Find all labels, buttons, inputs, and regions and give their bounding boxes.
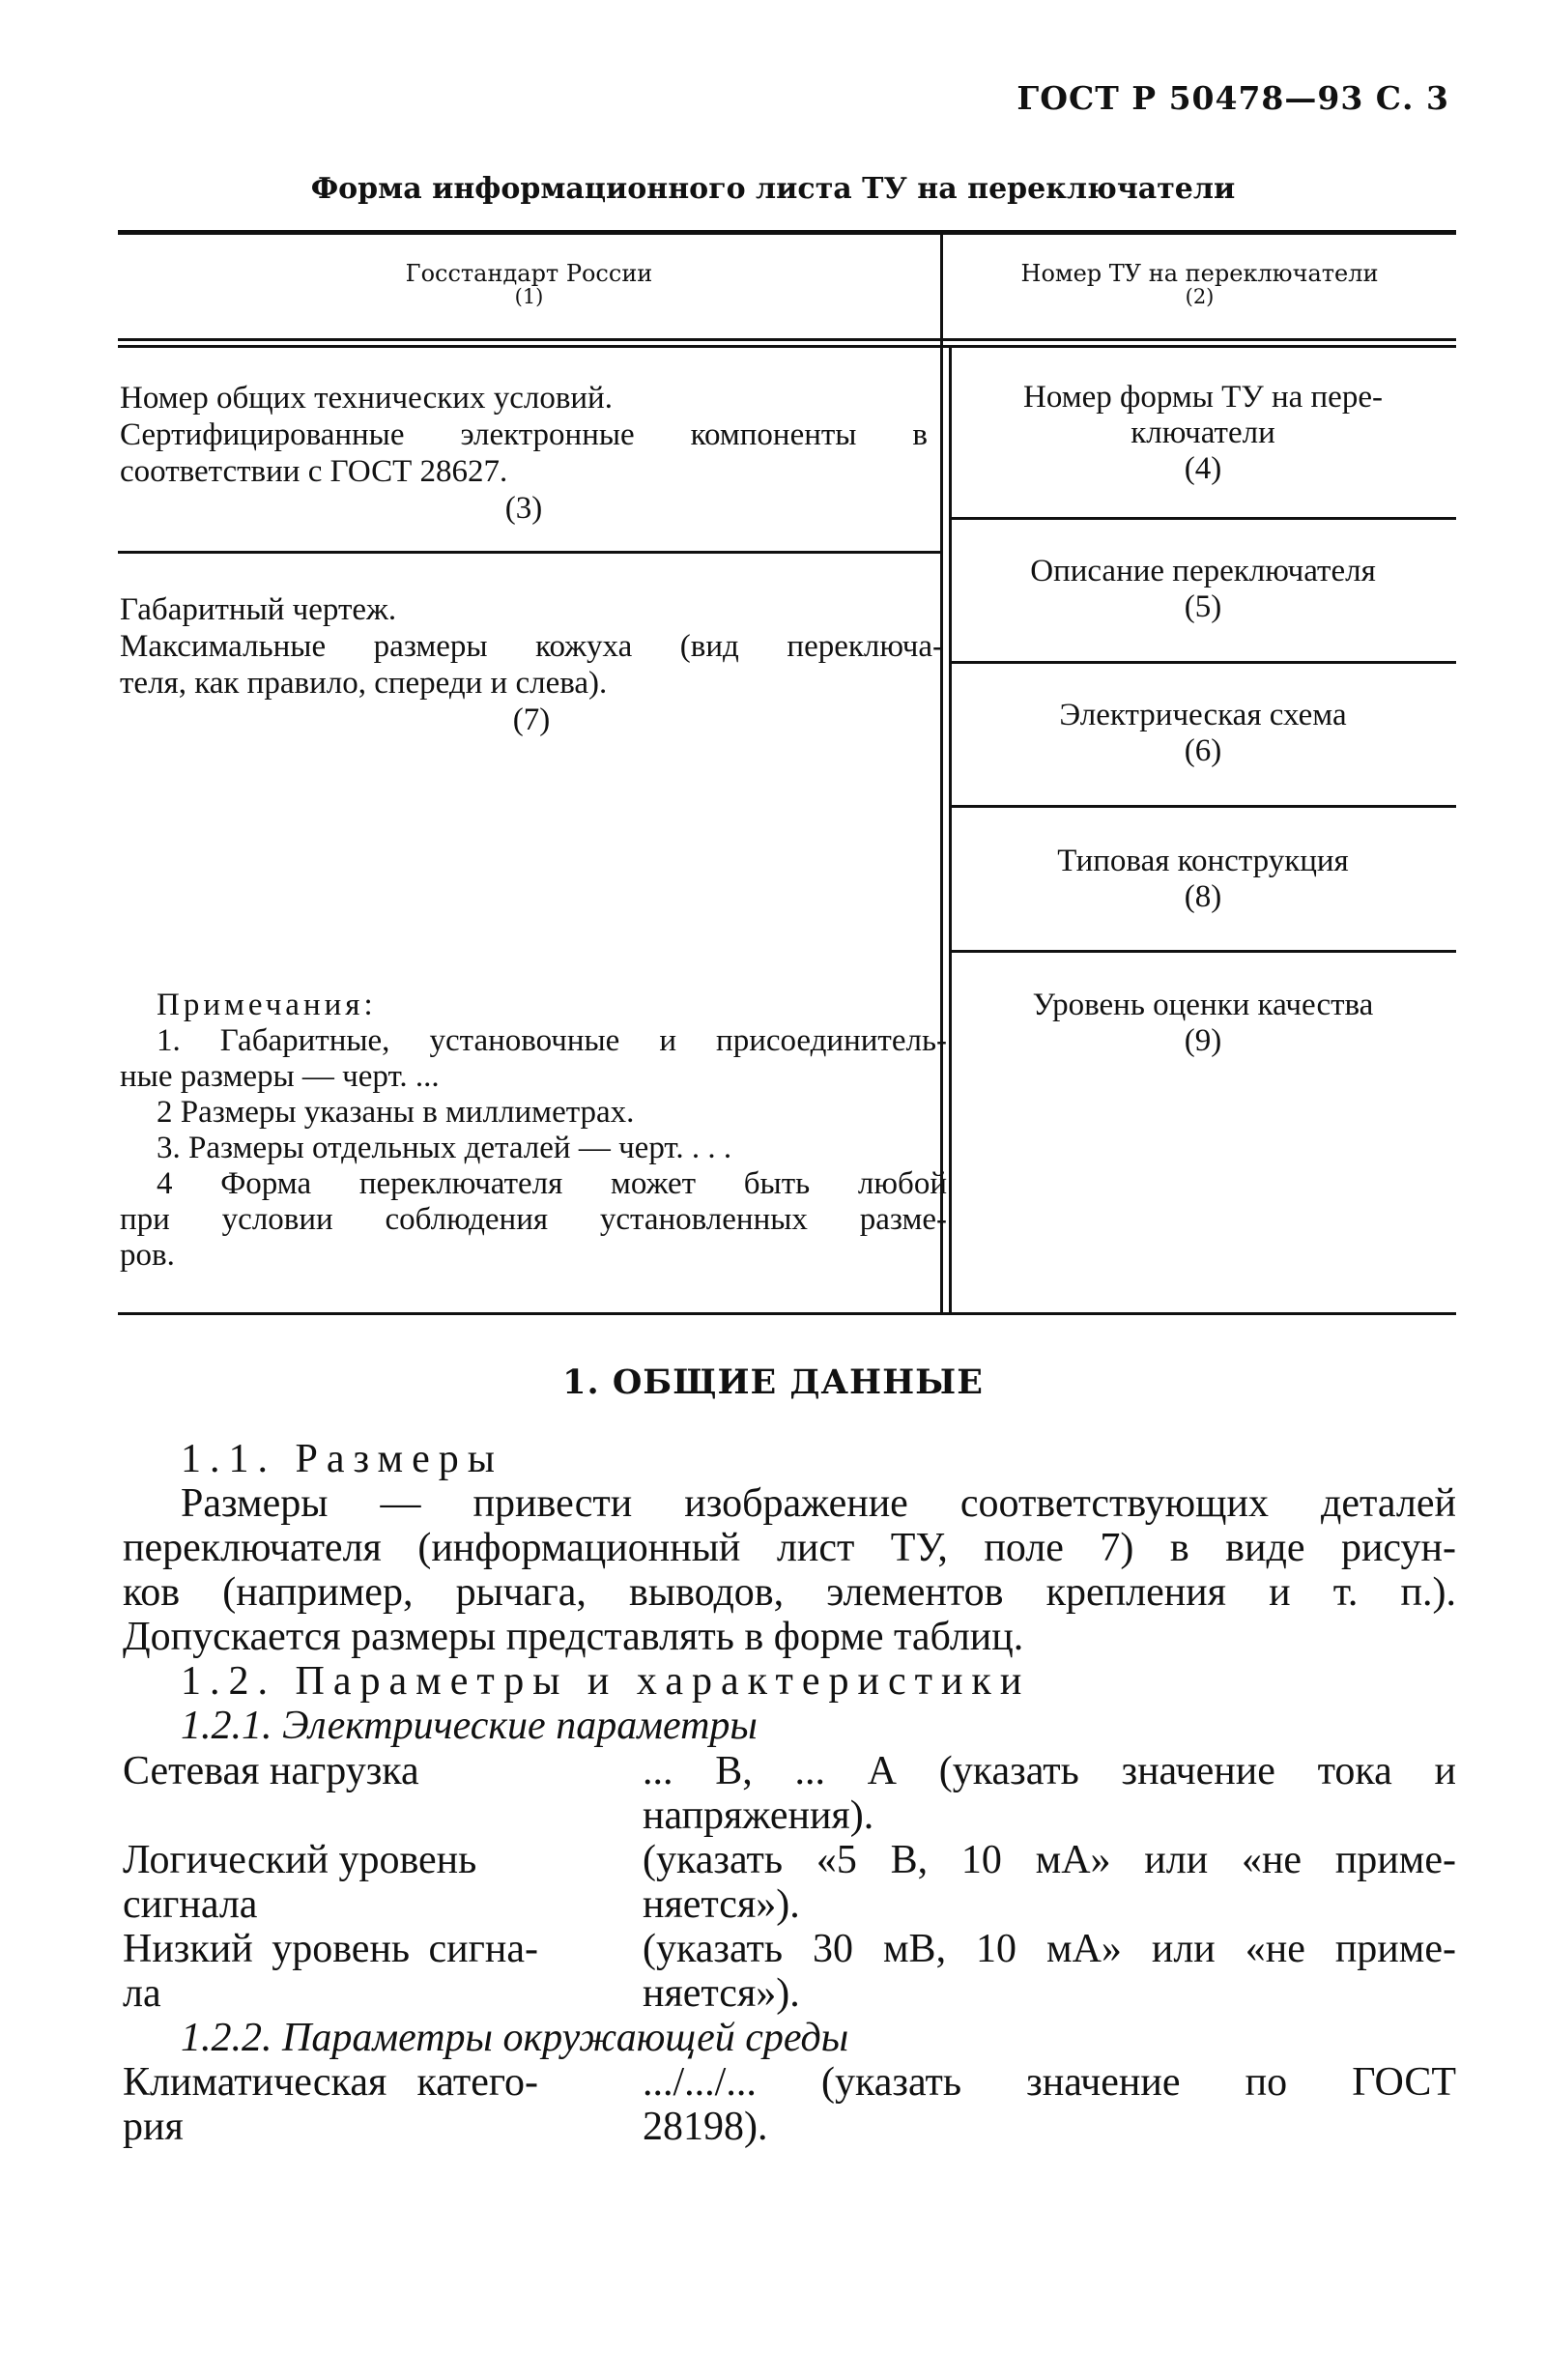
note-4-line1: 4 Форма переключателя может быть любой [157,1166,947,1201]
param-climate-label-line2: рия [123,2105,184,2149]
box4-line2: ключатели [1131,416,1275,450]
param-load-label: Сетевая нагрузка [123,1749,419,1793]
param-low-value [643,1927,1456,2016]
section-title: 1. ОБЩИЕ ДАННЫЕ [562,1362,984,1402]
box5-number: (5) [1184,589,1222,624]
param-load-value-line1: ... В, ... А (указать значение тока и [643,1749,1456,1793]
table-header-rule-2 [118,345,1456,348]
notes-heading: Примечания: [157,988,377,1022]
param-low-label-line1: Низкий уровень сигна- [123,1927,538,1971]
param-logic-value-line1: (указать «5 В, 10 мА» или «не приме- [643,1838,1456,1882]
box-quality-level [952,988,1454,1059]
tu-number-label: Номер ТУ на переключатели [1020,260,1379,287]
param-load-value [643,1749,1456,1838]
issuer-label: Госстандарт России [405,260,653,287]
note-2: 2 Размеры указаны в миллиметрах. [157,1095,635,1130]
section-1-1-line1: Размеры — привести изображение соответствующих деталей [181,1481,1456,1526]
left-box-divider [118,551,941,554]
box-typical-construction [952,844,1454,915]
param-climate-value [643,2060,1456,2149]
table-bottom-rule [118,1312,1456,1315]
right-box-divider-1 [949,517,1456,520]
box-dimension-drawing [120,591,943,738]
box3-line2: Сертифицированные электронные компоненты в [120,417,928,452]
table-header-rule [118,338,1456,341]
param-logic-label [123,1838,538,1927]
section-1-2-2-title: 1.2.2. Параметры окружающей среды [181,2016,849,2060]
box-form-number [952,380,1454,487]
tu-number-index: (2) [1185,285,1215,309]
box3-line1: Номер общих технических условий. [120,381,613,416]
note-4-line2: при условии соблюдения установленных разме- [120,1202,947,1237]
table-header-left [118,261,940,308]
box4-number: (4) [1184,451,1222,486]
box7-line1: Габаритный чертеж. [120,592,397,627]
param-climate-label [123,2060,538,2149]
section-1-2-1-title: 1.2.1. Электрические параметры [181,1704,758,1748]
box5-line1: Описание переключателя [1030,554,1376,588]
box7-line2: Максимальные размеры кожуха (вид переключа- [120,629,943,664]
box4-line1: Номер формы ТУ на пере- [1023,380,1383,415]
param-low-label-line2: ла [123,1971,161,2016]
note-1-line1: 1. Габаритные, установочные и присоединитель- [157,1023,947,1058]
section-1-2-heading [123,1659,1456,1704]
right-box-divider-3 [949,805,1456,808]
param-logic-value-line2: няется»). [643,1882,800,1927]
note-3: 3. Размеры отдельных деталей — черт. . . . [157,1131,732,1165]
param-logic-label-line1: Логический уровень [123,1838,477,1882]
box8-line1: Типовая конструкция [1057,844,1349,878]
section-1-1-line2: переключателя (информационный лист ТУ, поле 7) в виде рисун- [123,1526,1456,1570]
param-climate-value-line2: 28198). [643,2105,768,2149]
box7-number: (7) [512,703,551,737]
box7-line3: теля, как правило, спереди и слева). [120,666,608,701]
param-low-label [123,1927,538,2016]
box3-number: (3) [504,491,543,526]
param-logic-label-line2: сигнала [123,1882,258,1927]
right-box-divider-2 [949,661,1456,664]
param-climate-value-line1: .../.../... (указать значение по ГОСТ [643,2060,1456,2105]
box-general-conditions [120,380,928,527]
section-1-1-title: 1.1. Размеры [181,1437,503,1481]
param-load-value-line2: напряжения). [643,1793,874,1838]
section-1-2-title: 1.2. Параметры и характеристики [181,1659,1031,1704]
param-low-value-line1: (указать 30 мВ, 10 мА» или «не приме- [643,1927,1456,1971]
note-4-line3: ров. [120,1238,175,1273]
issuer-number: (1) [514,285,544,309]
box8-number: (8) [1184,879,1222,914]
document-code: ГОСТ Р 50478—93 С. 3 [1016,79,1449,117]
param-low-value-line2: няется»). [643,1971,800,2016]
box6-number: (6) [1184,733,1222,768]
table-column-divider-2 [949,345,952,1312]
section-1-1-line4: Допускается размеры представлять в форме таблиц. [123,1615,1024,1659]
box9-number: (9) [1184,1023,1222,1058]
box9-line1: Уровень оценки качества [1032,988,1374,1022]
box-switch-description [952,554,1454,625]
box6-line1: Электрическая схема [1059,698,1347,732]
param-logic-value [643,1838,1456,1927]
box-electrical-diagram [952,698,1454,769]
form-notes [120,988,947,1274]
section-1-1-heading [123,1437,1456,1481]
table-header-right [943,261,1456,308]
box3-line3: соответствии с ГОСТ 28627. [120,454,508,489]
right-box-divider-4 [949,950,1456,953]
table-top-rule [118,230,1456,235]
param-climate-label-line1: Климатическая катего- [123,2060,538,2105]
section-1-1 [123,1437,1456,1748]
note-1-line2: ные размеры — черт. ... [120,1059,440,1094]
form-title: Форма информационного листа ТУ на переключатели [310,172,1236,206]
section-1-1-line3: ков (например, рычага, выводов, элементов крепления и т. п.). [123,1570,1456,1615]
